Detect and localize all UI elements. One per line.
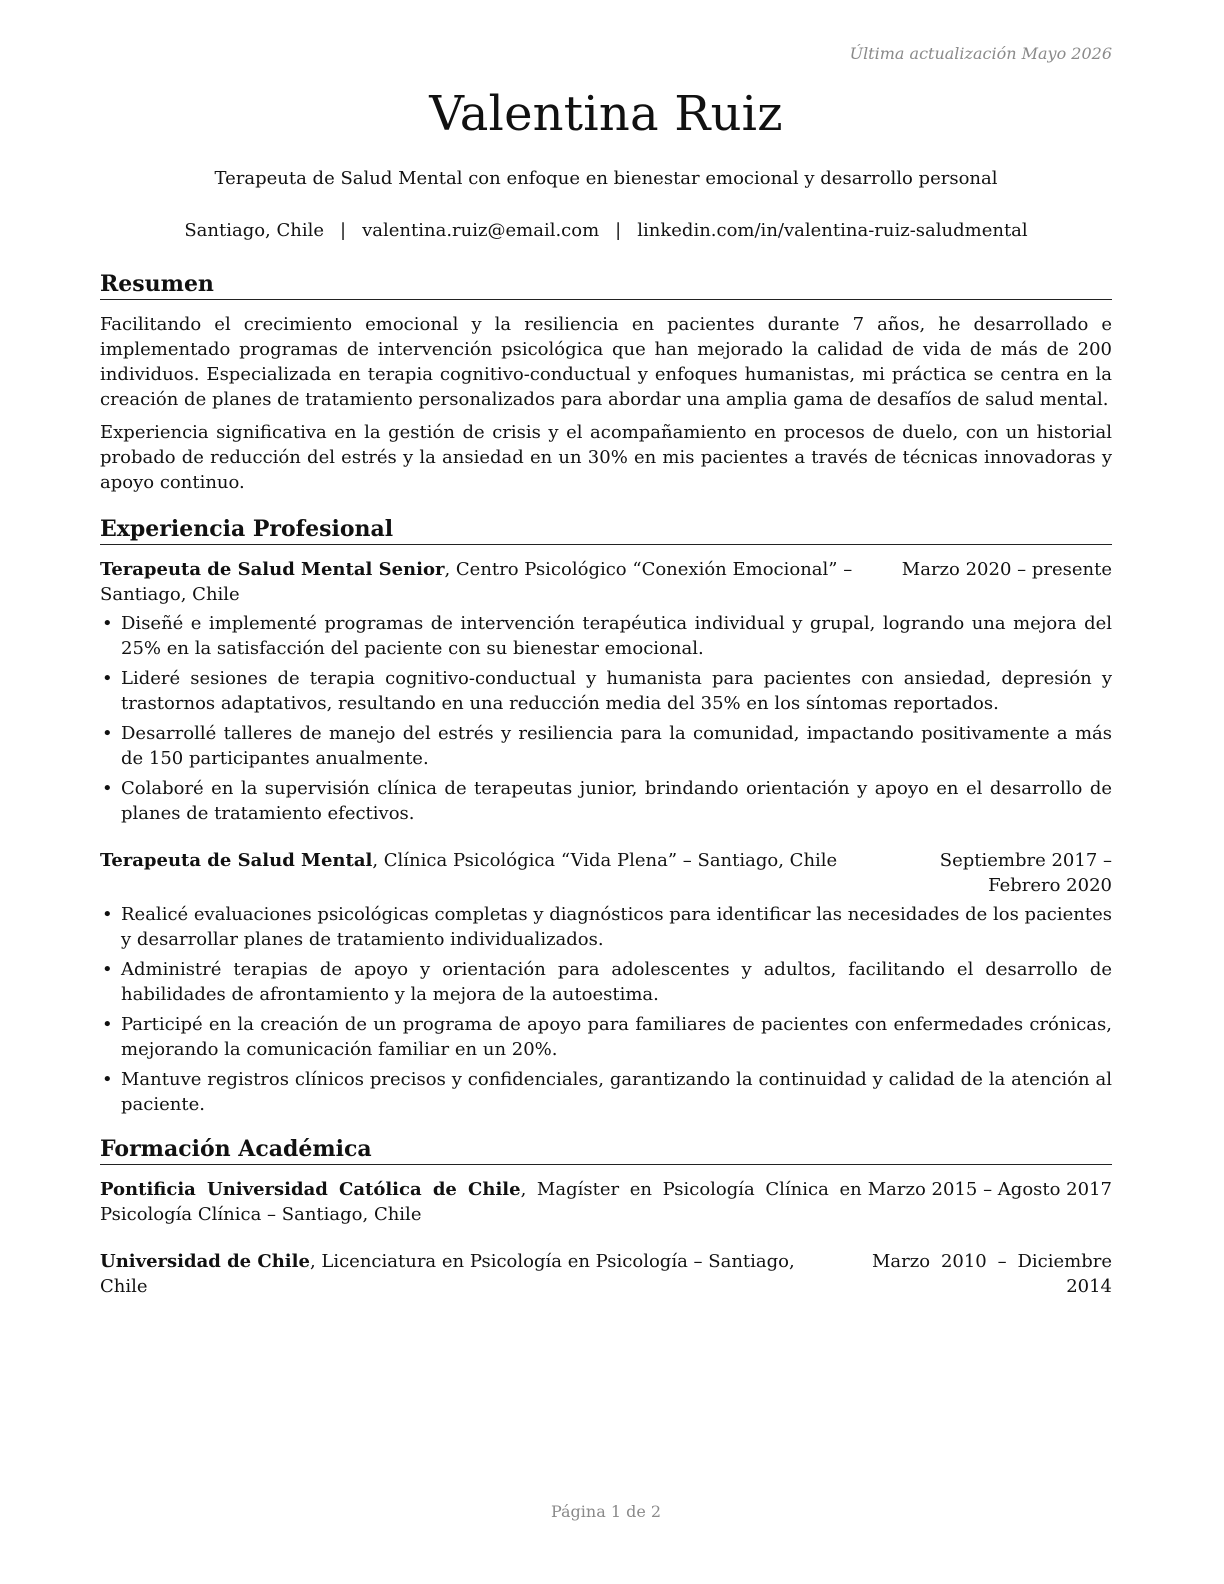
last-updated: Última actualización Mayo 2026 <box>849 44 1112 63</box>
bullet-text: Lideré sesiones de terapia cognitivo-conductual y humanista para pacientes con ansiedad, depresión y trastornos adaptativos, resultando en una reducción media del 35% en los síntomas reportados. <box>121 668 1112 714</box>
job-organization: , Centro Psicológico “Conexión Emocional” – Santiago, Chile <box>100 559 853 605</box>
list-item <box>100 666 1112 716</box>
job-role: Terapeuta de Salud Mental Senior <box>100 559 445 580</box>
bullet-text: Colaboré en la supervisión clínica de terapeutas junior, brindando orientación y apoyo en el desarrollo de planes de tratamiento efectivos. <box>121 778 1112 824</box>
job-title-line <box>100 557 902 607</box>
section-title-summary: Resumen <box>100 270 1112 300</box>
education-section <box>100 1135 1112 1299</box>
education-school: Universidad de Chile <box>100 1251 310 1272</box>
bullet-icon: • <box>102 723 113 744</box>
experience-section <box>100 515 1112 1117</box>
contact-separator: | <box>340 220 347 241</box>
contact-location: Santiago, Chile <box>184 220 325 241</box>
education-dates: Marzo 2015 – Agosto 2017 <box>867 1179 1112 1200</box>
education-degree: , Magíster en Psicología Clínica en Psicología Clínica – Santiago, Chile <box>100 1179 862 1225</box>
bullet-text: Mantuve registros clínicos precisos y confidenciales, garantizando la continuidad y calidad de la atención al paciente. <box>121 1069 1112 1115</box>
job-dates: Septiembre 2017 – Febrero 2020 <box>939 850 1112 896</box>
bullet-icon: • <box>102 904 113 925</box>
job-bullets <box>100 611 1112 826</box>
education-dates: Marzo 2010 – Diciembre 2014 <box>872 1251 1112 1297</box>
education-line <box>100 1177 868 1227</box>
section-title-education: Formación Académica <box>100 1135 1112 1165</box>
contact-linkedin[interactable]: linkedin.com/in/valentina-ruiz-saludmental <box>637 220 1028 241</box>
bullet-icon: • <box>102 668 113 689</box>
job-bullets <box>100 902 1112 1117</box>
summary-paragraph: Experiencia significativa en la gestión de crisis y el acompañamiento en procesos de duelo, con un historial probado de reducción del estrés y la ansiedad en un 30% en mis pacientes a través de técnicas innovadoras y apoyo continuo. <box>100 422 1112 493</box>
section-title-experience: Experiencia Profesional <box>100 515 1112 545</box>
resume-page <box>100 0 1112 1584</box>
job-title-line <box>100 848 902 873</box>
tagline: Terapeuta de Salud Mental con enfoque en bienestar emocional y desarrollo personal <box>214 168 998 189</box>
job-role: Terapeuta de Salud Mental <box>100 850 373 871</box>
contact-separator: | <box>615 220 622 241</box>
list-item <box>100 721 1112 771</box>
bullet-icon: • <box>102 1069 113 1090</box>
education-school: Pontificia Universidad Católica de Chile <box>100 1179 521 1200</box>
list-item <box>100 1067 1112 1117</box>
job-dates: Marzo 2020 – presente <box>901 559 1112 580</box>
bullet-icon: • <box>102 613 113 634</box>
bullet-text: Diseñé e implementé programas de intervención terapéutica individual y grupal, logrando una mejora del 25% en la satisfacción del paciente con su bienestar emocional. <box>121 613 1112 659</box>
candidate-name: Valentina Ruiz <box>429 86 783 142</box>
education-entry <box>100 1177 1112 1227</box>
bullet-text: Participé en la creación de un programa de apoyo para familiares de pacientes con enfermedades crónicas, mejorando la comunicación familiar en un 20%. <box>121 1014 1112 1060</box>
bullet-icon: • <box>102 1014 113 1035</box>
resume-content <box>100 270 1112 1321</box>
list-item <box>100 776 1112 826</box>
contact-email[interactable]: valentina.ruiz@email.com <box>362 220 600 241</box>
education-degree: , Licenciatura en Psicología en Psicología – Santiago, Chile <box>100 1251 795 1297</box>
bullet-text: Realicé evaluaciones psicológicas completas y diagnósticos para identificar las necesidades de los pacientes y desarrollar planes de tratamiento individualizados. <box>121 904 1112 950</box>
list-item <box>100 1012 1112 1062</box>
job-header <box>100 557 1112 607</box>
job-organization: , Clínica Psicológica “Vida Plena” – Santiago, Chile <box>372 850 838 871</box>
bullet-icon: • <box>102 778 113 799</box>
job-header <box>100 848 1112 898</box>
bullet-icon: • <box>102 959 113 980</box>
page-number: Página 1 de 2 <box>550 1502 662 1521</box>
bullet-text: Administré terapias de apoyo y orientación para adolescentes y adultos, facilitando el desarrollo de habilidades de afrontamiento y la mejora de la autoestima. <box>121 959 1112 1005</box>
summary-paragraph: Facilitando el crecimiento emocional y la resiliencia en pacientes durante 7 años, he desarrollado e implementado programas de intervención psicológica que han mejorado la calidad de vida de más de 200 individuos. Especializada en terapia cognitivo-conductual y enfoques humanistas, mi práctica se centra en la creación de planes de tratamiento personalizados para abordar una amplia gama de desafíos de salud mental. <box>100 314 1112 410</box>
summary-section <box>100 270 1112 495</box>
education-line <box>100 1249 872 1299</box>
bullet-text: Desarrollé talleres de manejo del estrés y resiliencia para la comunidad, impactando positivamente a más de 150 participantes anualmente. <box>121 723 1112 769</box>
education-entry <box>100 1249 1112 1299</box>
contact-line <box>100 220 1112 241</box>
list-item <box>100 957 1112 1007</box>
list-item <box>100 902 1112 952</box>
list-item <box>100 611 1112 661</box>
